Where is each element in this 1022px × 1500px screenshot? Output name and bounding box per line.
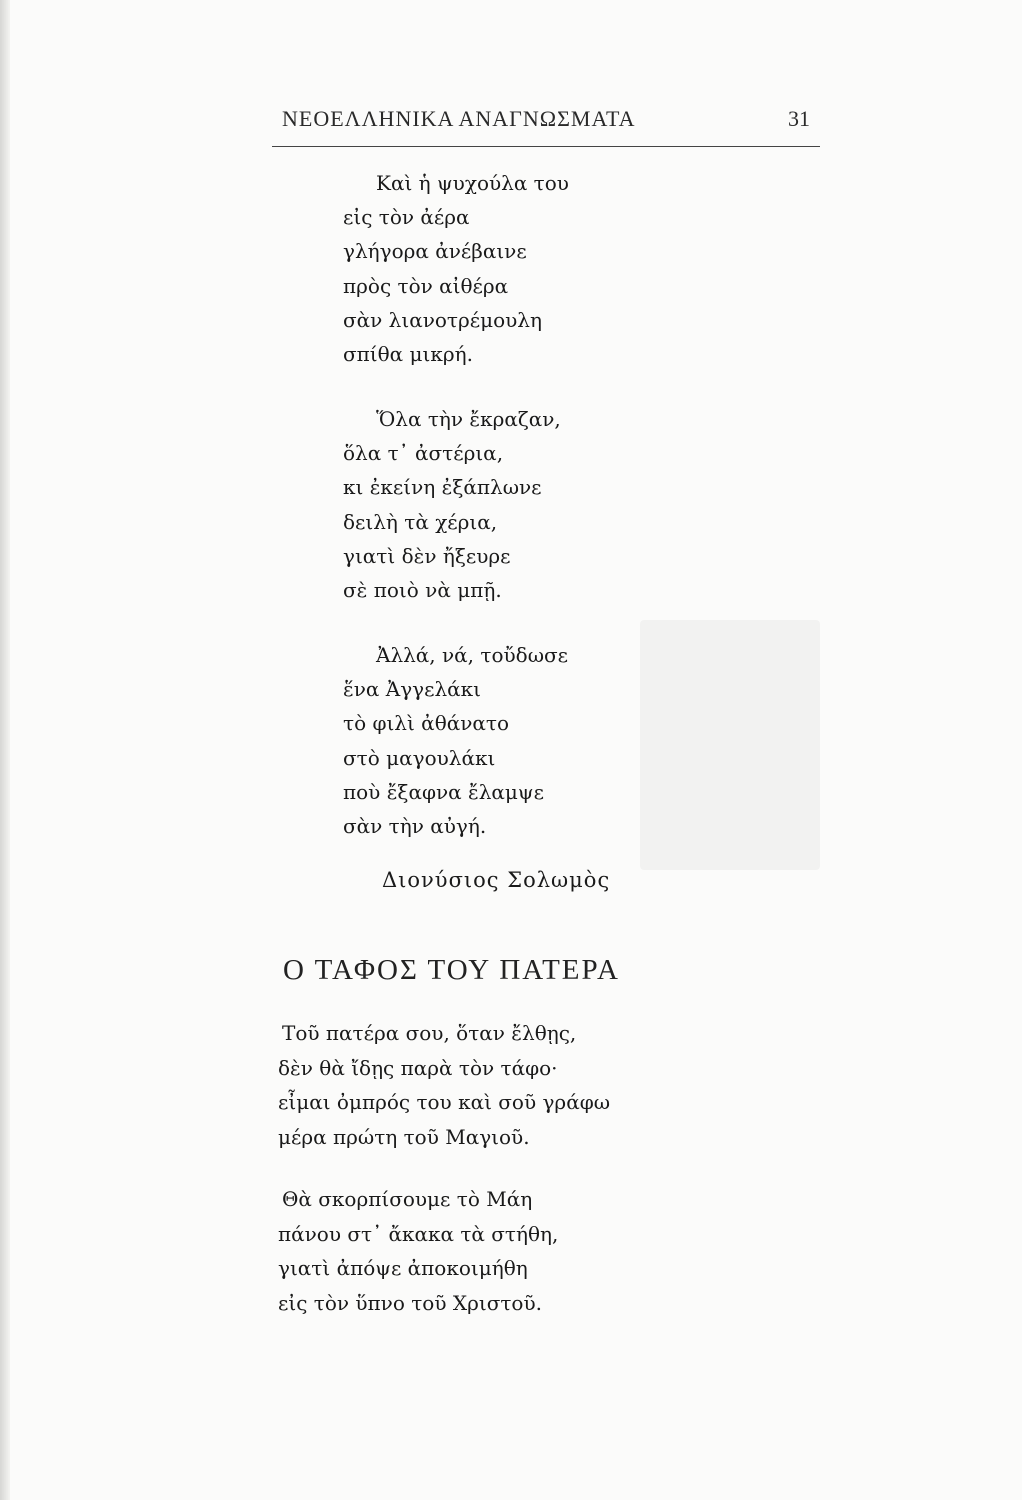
poem1-stanza-2 <box>343 402 561 607</box>
show-through-image <box>640 620 820 870</box>
poem-line: γιατὶ ἀπόψε ἀποκοιμήθη <box>278 1256 528 1281</box>
poem-line: σὰν λιανοτρέμουλη <box>343 307 542 332</box>
poem-line: στὸ μαγουλάκι <box>343 745 496 770</box>
poem-line: Ὅλα τὴν ἔκραζαν, <box>376 407 561 431</box>
poem-line: τὸ φιλὶ ἀθάνατο <box>343 711 510 736</box>
page-number: 31 <box>788 106 810 131</box>
poem-line: δειλὴ τὰ χέρια, <box>343 509 498 534</box>
poem-line: Τοῦ πατέρα σου, ὅταν ἔλθῃς, <box>282 1021 577 1045</box>
poem-line: σπίθα μικρή. <box>343 341 473 366</box>
poem-title: Ο ΤΑΦΟΣ ΤΟΥ ΠΑΤΕΡΑ <box>283 954 620 986</box>
page-edge-shadow <box>0 0 10 1500</box>
poem-line: εἶμαι ὀμπρός του καὶ σοῦ γράφω <box>278 1090 611 1115</box>
poem1-stanza-3 <box>343 638 568 843</box>
poem-line: Καὶ ἡ ψυχούλα του <box>376 171 569 195</box>
poem-line: μέρα πρώτη τοῦ Μαγιοῦ. <box>278 1125 530 1150</box>
poem-line: σὰν τὴν αὐγή. <box>343 813 487 838</box>
poem-line: γλήγορα ἀνέβαινε <box>343 239 527 264</box>
poem-author: Διονύσιος Σολωμὸς <box>382 868 611 892</box>
poem2-stanza-2 <box>278 1182 558 1321</box>
poem-line: εἰς τὸν ὕπνο τοῦ Χριστοῦ. <box>278 1291 542 1316</box>
poem-line: ποὺ ἔξαφνα ἔλαμψε <box>343 779 544 804</box>
poem-line: σὲ ποιὸ νὰ μπῇ. <box>343 577 502 602</box>
running-title: ΝΕΟΕΛΛΗΝΙΚΑ ΑΝΑΓΝΩΣΜΑΤΑ <box>282 106 636 131</box>
poem1-stanza-1 <box>343 166 569 371</box>
header-rule <box>272 146 820 147</box>
poem-line: γιατὶ δὲν ἤξευρε <box>343 543 511 568</box>
poem-line: πρὸς τὸν αἰθέρα <box>343 273 509 298</box>
poem-line: Ἀλλά, νά, τοὔδωσε <box>376 643 569 667</box>
poem-line: ἕνα Ἀγγελάκι <box>343 677 481 702</box>
poem2-stanza-1 <box>278 1016 610 1155</box>
poem-line: ὅλα τ᾽ ἀστέρια, <box>343 441 504 466</box>
poem-line: πάνου στ᾽ ἄκακα τὰ στήθη, <box>278 1221 559 1246</box>
poem-line: δὲν θὰ ἴδῃς παρὰ τὸν τάφο· <box>278 1055 558 1080</box>
poem-line: Θὰ σκορπίσουμε τὸ Μάη <box>282 1187 533 1211</box>
poem-line: εἰς τὸν ἀέρα <box>343 205 470 230</box>
poem-line: κι ἐκείνη ἐξάπλωνε <box>343 475 542 500</box>
